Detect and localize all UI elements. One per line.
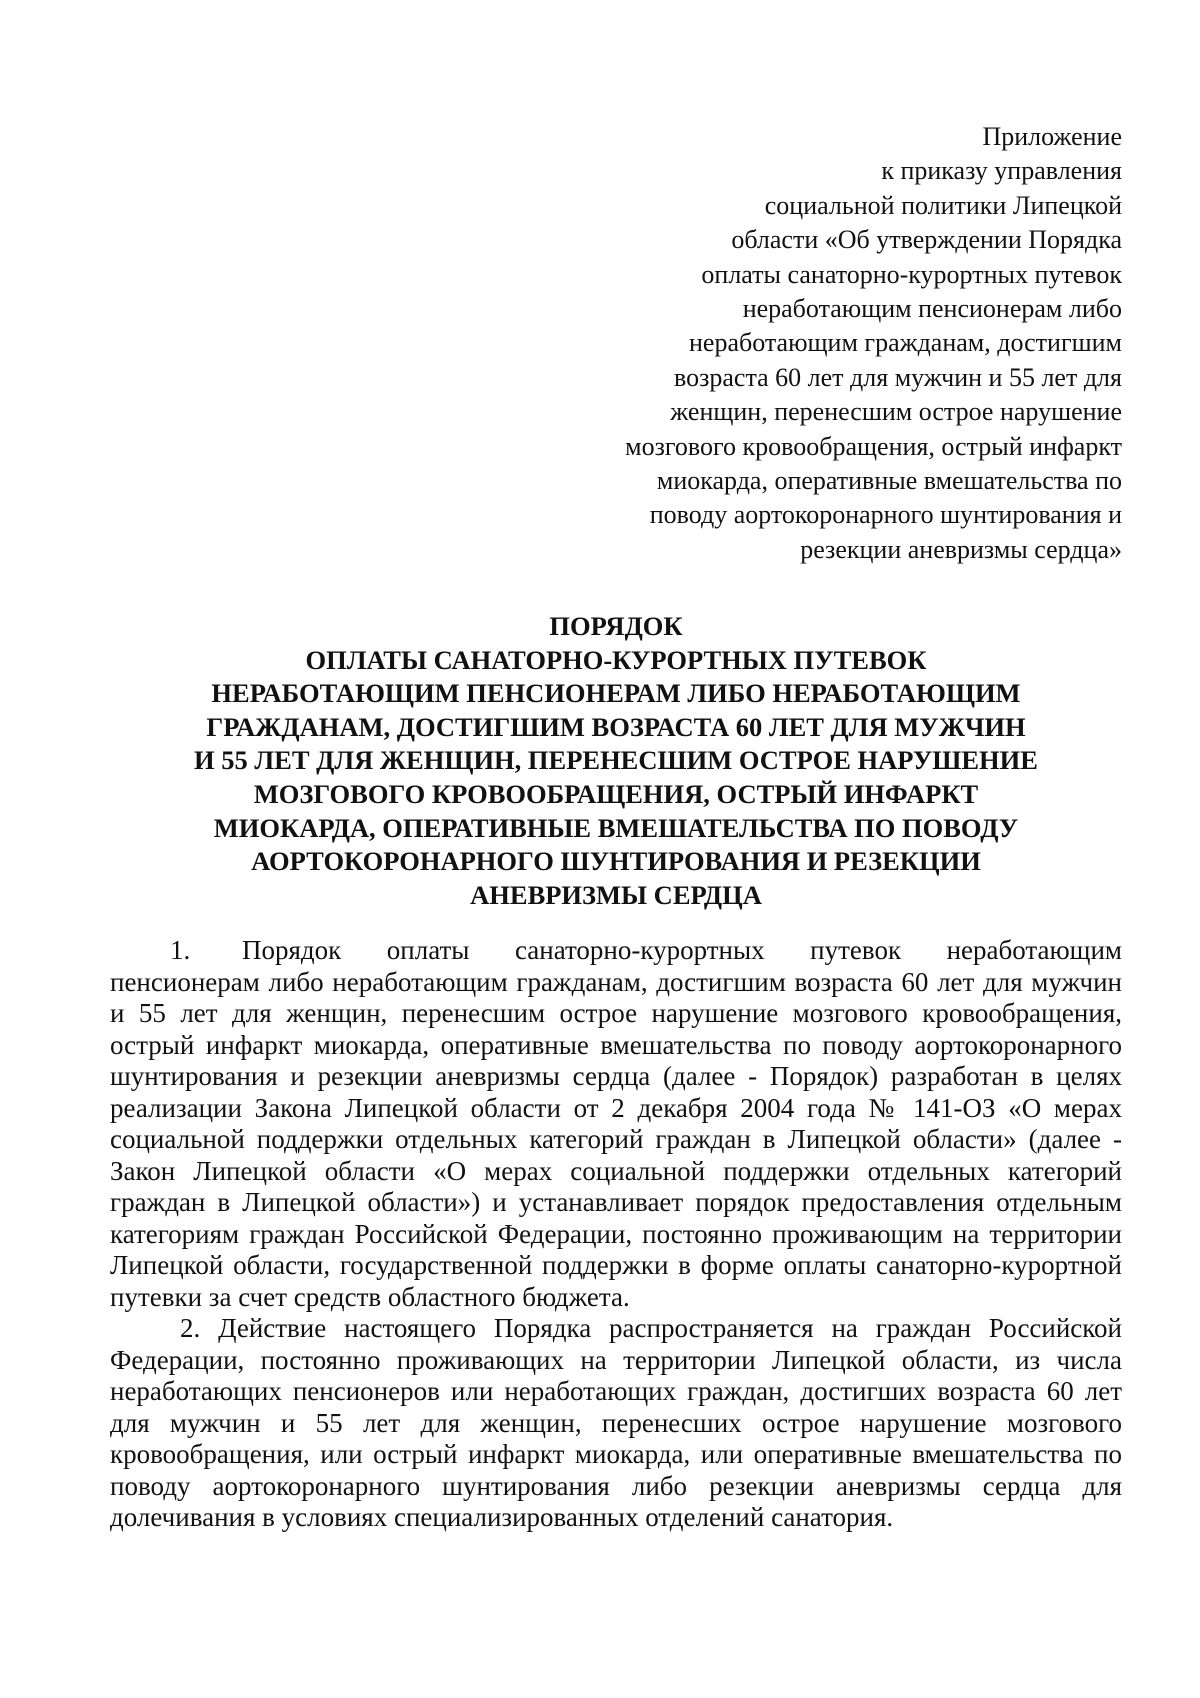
appendix-line: возраста 60 лет для мужчин и 55 лет для (674, 362, 1122, 392)
paragraph-text: 2. Действие настоящего Порядка распространяется на граждан Российской Федерации, постоянно проживающих на территории Липецкой области, из числа неработающих пенсионеров или неработающих граждан, достигших возраста 60 лет для мужчин и 55 лет для женщин, перенесших острое нарушение мозгового кровообращения, или острый инфаркт миокарда, или оперативные вмешательства по поводу аортокоронарного шунтирования либо резекции аневризмы сердца для долечивания в условиях специализированных отделений санатория. (110, 1313, 1122, 1532)
appendix-line: миокарда, оперативные вмешательства по (656, 466, 1122, 496)
document-body (110, 935, 1122, 1534)
appendix-line: мозгового кровообращения, острый инфаркт (625, 431, 1122, 461)
paragraph-1 (110, 935, 1122, 1313)
appendix-line: неработающим пенсионерам либо (742, 294, 1122, 324)
title-line: И 55 ЛЕТ ДЛЯ ЖЕНЩИН, ПЕРЕНЕСШИМ ОСТРОЕ НАРУШЕНИЕ (194, 745, 1038, 776)
appendix-line: оплаты санаторно-курортных путевок (701, 259, 1122, 289)
appendix-line: социальной политики Липецкой (764, 190, 1122, 220)
appendix-line: Приложение (982, 122, 1122, 151)
appendix-header (520, 120, 1122, 567)
title-line: ПОРЯДОК (549, 611, 683, 641)
title-line: АОРТОКОРОНАРНОГО ШУНТИРОВАНИЯ И РЕЗЕКЦИИ (251, 846, 981, 877)
paragraph-number: 1. (170, 935, 191, 965)
appendix-line: области «Об утверждении Порядка (731, 225, 1122, 255)
title-line: НЕРАБОТАЮЩИМ ПЕНСИОНЕРАМ ЛИБО НЕРАБОТАЮЩИМ (211, 678, 1021, 709)
appendix-line: неработающим гражданам, достигшим (689, 328, 1122, 358)
title-line: ГРАЖДАНАМ, ДОСТИГШИМ ВОЗРАСТА 60 ЛЕТ ДЛЯ МУЖЧИН (206, 711, 1026, 742)
appendix-line: женщин, перенесшим острое нарушение (670, 397, 1122, 427)
title-line: ОПЛАТЫ САНАТОРНО-КУРОРТНЫХ ПУТЕВОК (305, 644, 927, 675)
appendix-line: резекции аневризмы сердца» (800, 534, 1122, 564)
paragraph-2 (110, 1313, 1122, 1534)
title-line: МОЗГОВОГО КРОВООБРАЩЕНИЯ, ОСТРЫЙ ИНФАРКТ (253, 778, 979, 809)
title-line: АНЕВРИЗМЫ СЕРДЦА (470, 879, 762, 910)
paragraph-text: Порядок оплаты санаторно-курортных путевок неработающим пенсионерам либо неработающим гражданам, достигшим возраста 60 лет для мужчин и 55 лет для женщин, перенесшим острое нарушение мозгового кровообращения, острый инфаркт миокарда, оперативные вмешательства по поводу аортокоронарного шунтирования и резекции аневризмы сердца (далее - Порядок) разработан в целях реализации Закона Липецкой области от 2 декабря 2004 года № 141-ОЗ «О мерах социальной поддержки отдельных категорий граждан в Липецкой области» (далее - Закон Липецкой области «О мерах социальной поддержки отдельных категорий граждан в Липецкой области») и устанавливает порядок предоставления отдельным категориям граждан Российской Федерации, постоянно проживающим на территории Липецкой области, государственной поддержки в форме оплаты санаторно-курортной путевки за счет средств областного бюджета. (110, 935, 1122, 1312)
title-line: МИОКАРДА, ОПЕРАТИВНЫЕ ВМЕШАТЕЛЬСТВА ПО ПОВОДУ (213, 812, 1019, 843)
appendix-line: поводу аортокоронарного шунтирования и (649, 500, 1122, 530)
document-title (110, 610, 1122, 912)
appendix-line: к приказу управления (881, 156, 1122, 186)
